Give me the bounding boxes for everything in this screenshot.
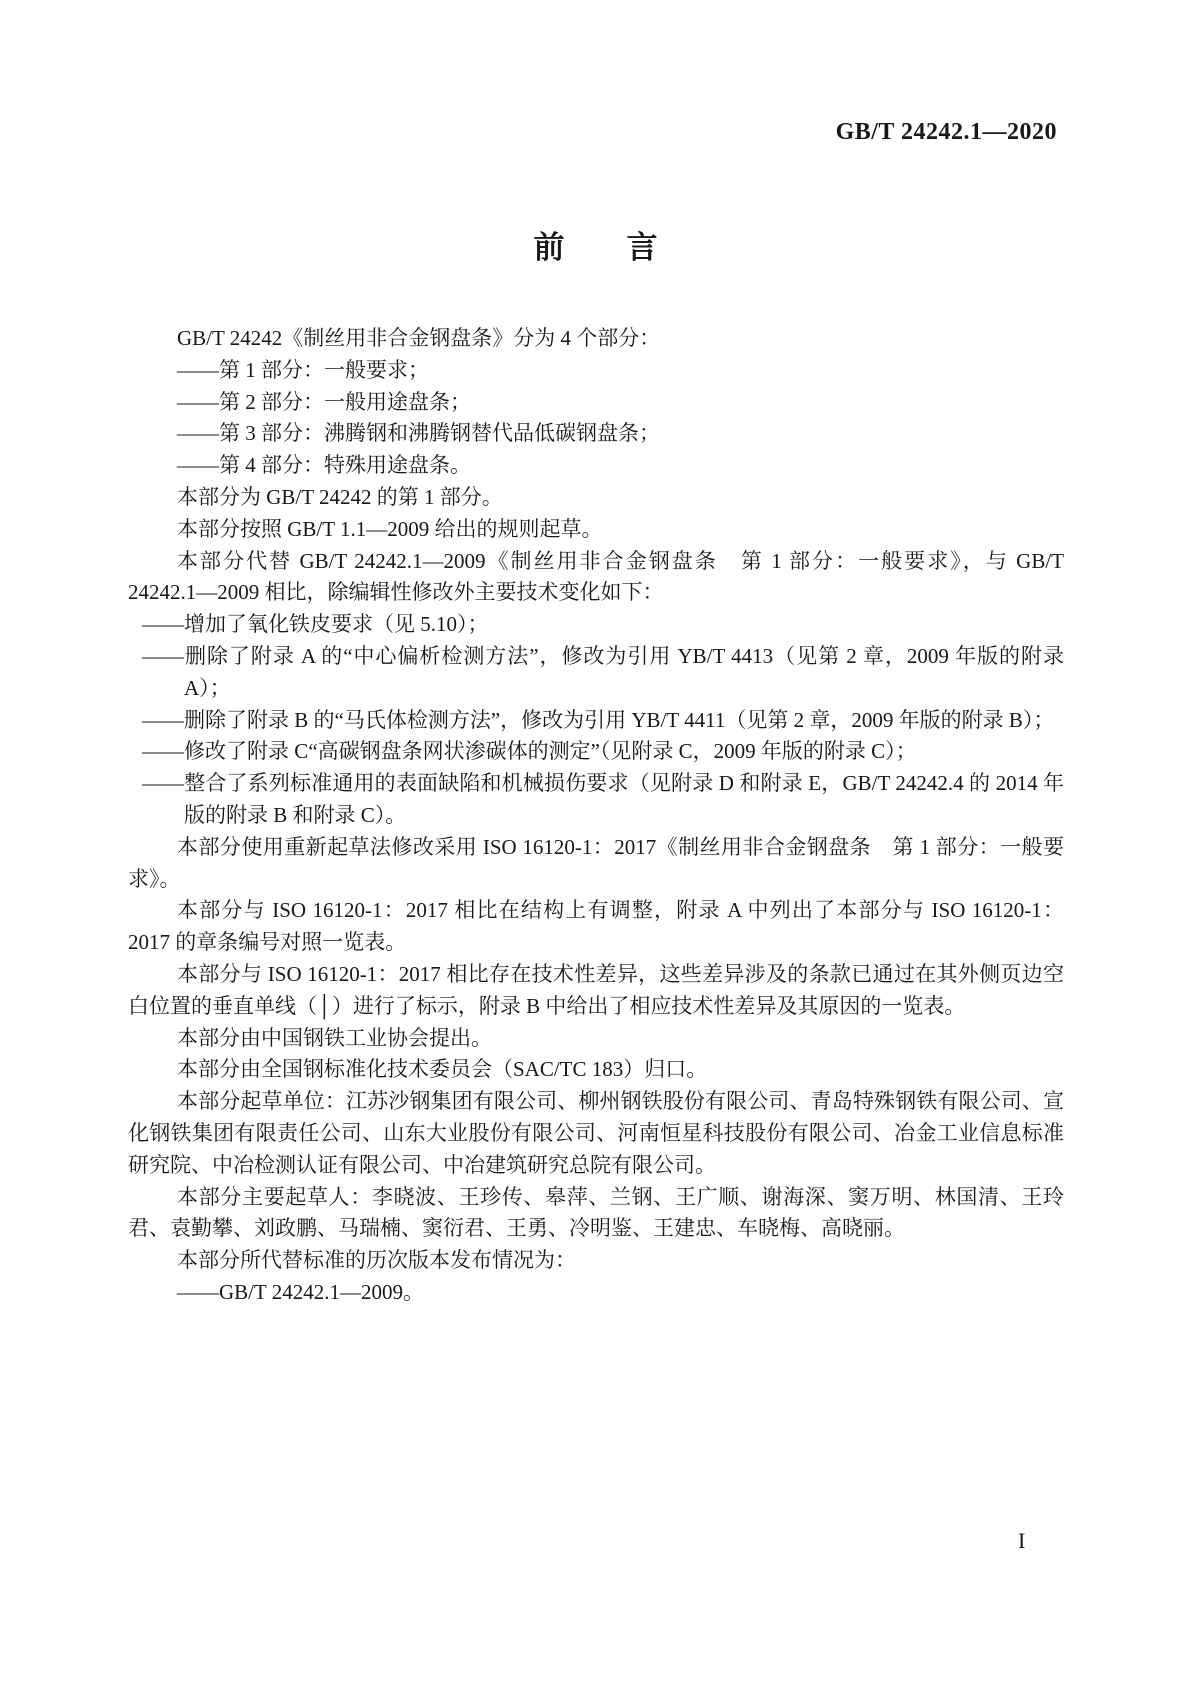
paragraph: ——第 4 部分：特殊用途盘条。	[177, 453, 471, 478]
paragraph: 本部分按照 GB/T 1.1—2009 给出的规则起草。	[177, 516, 603, 541]
paragraph: ——第 1 部分：一般要求；	[177, 357, 429, 382]
paragraph: 本部分与 ISO 16120-1：2017 相比在结构上有调整，附录 A 中列出了本部分与 ISO 16120-1：2017 的章条编号对照一览表。	[128, 898, 1064, 955]
paragraph: 本部分主要起草人：李晓波、王珍传、皋萍、兰钢、王广顺、谢海深、窦万明、林国清、王玲君、袁勤攀、刘政鹏、马瑞楠、窦衍君、王勇、冷明鉴、王建忠、车晓梅、高晓丽。	[128, 1184, 1064, 1241]
paragraph: 本部分代替 GB/T 24242.1—2009《制丝用非合金钢盘条 第 1 部分：一般要求》，与 GB/T 24242.1—2009 相比，除编辑性修改外主要技术变化如下：	[128, 548, 1064, 605]
paragraph: ——第 3 部分：沸腾钢和沸腾钢替代品低碳钢盘条；	[177, 421, 660, 446]
paragraph: ——修改了附录 C“高碳钢盘条网状渗碳体的测定”（见附录 C，2009 年版的附录 C）；	[142, 739, 917, 764]
paragraph: ——删除了附录 B 的“马氏体检测方法”，修改为引用 YB/T 4411（见第 2 章，2009 年版的附录 B）；	[142, 707, 1055, 732]
paragraph: 本部分所代替标准的历次版本发布情况为：	[177, 1248, 576, 1273]
standard-code: GB/T 24242.1—2020	[835, 119, 1057, 145]
paragraph: 本部分由中国钢铁工业协会提出。	[177, 1025, 492, 1050]
paragraph: ——整合了系列标准通用的表面缺陷和机械损伤要求（见附录 D 和附录 E，GB/T 24242.4 的 2014 年版的附录 B 和附录 C）。	[142, 771, 1064, 827]
paragraph: 本部分与 ISO 16120-1：2017 相比存在技术性差异，这些差异涉及的条款已通过在其外侧页边空白位置的垂直单线（│）进行了标示，附录 B 中给出了相应技术性差异及其原因的一览表。	[128, 961, 1064, 1018]
paragraph: GB/T 24242《制丝用非合金钢盘条》分为 4 个部分：	[177, 326, 661, 350]
paragraph: ——GB/T 24242.1—2009。	[177, 1279, 424, 1304]
paragraph: 本部分为 GB/T 24242 的第 1 部分。	[177, 484, 503, 509]
page-number: I	[1018, 1528, 1026, 1553]
paragraph: 本部分使用重新起草法修改采用 ISO 16120-1：2017《制丝用非合金钢盘条 第 1 部分：一般要求》。	[128, 834, 1064, 891]
paragraph: ——增加了氧化铁皮要求（见 5.10）；	[142, 612, 489, 637]
page-title: 前 言	[533, 230, 658, 265]
paragraph: 本部分起草单位：江苏沙钢集团有限公司、柳州钢铁股份有限公司、青岛特殊钢铁有限公司、宣化钢铁集团有限责任公司、山东大业股份有限公司、河南恒星科技股份有限公司、冶金工业信息标准研究院、中冶检测认证有限公司、中冶建筑研究总院有限公司。	[128, 1089, 1064, 1177]
foreword-body	[128, 323, 1064, 1309]
paragraph: ——第 2 部分：一般用途盘条；	[177, 389, 471, 414]
paragraph: 本部分由全国钢标准化技术委员会（SAC/TC 183）归口。	[177, 1057, 708, 1082]
paragraph: ——删除了附录 A 的“中心偏析检测方法”，修改为引用 YB/T 4413（见第 2 章，2009 年版的附录 A）；	[142, 643, 1064, 700]
